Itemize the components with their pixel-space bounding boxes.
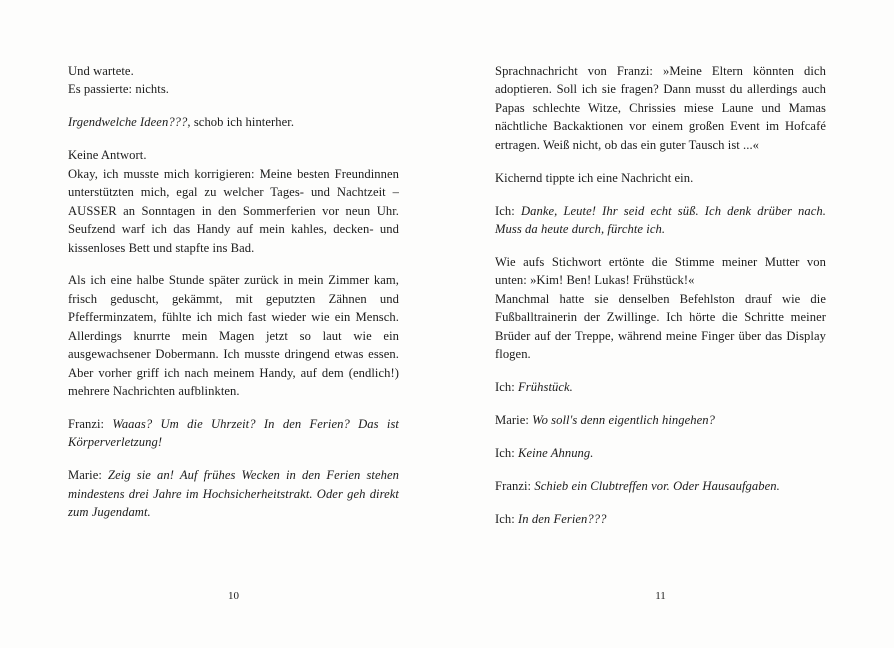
paragraph: Sprachnachricht von Franzi: »Meine Eltern könnten dich adoptieren. Soll ich sie fragen? Dann musst du allerdings auch Papas schlechte Witze, Chrissies miese Laune und Mamas nächtliche Backaktionen vor einem großen Event im Hofcafé ertragen. Weiß nicht, ob das ein guter Tausch ist ...« bbox=[495, 64, 826, 152]
paragraph-text: , schob ich hinterher. bbox=[187, 115, 295, 130]
paragraph: Keine Antwort. bbox=[68, 148, 147, 163]
page-number: 11 bbox=[655, 590, 666, 602]
message-speaker: Ich: bbox=[495, 511, 519, 526]
message-body: Wo soll's denn eigentlich hingehen? bbox=[532, 413, 715, 428]
paragraph: Kichernd tippte ich eine Nachricht ein. bbox=[495, 170, 694, 185]
message-body: Danke, Leute! Ihr seid echt süß. Ich denk drüber nach. Muss da heute durch, fürchte ich. bbox=[495, 203, 826, 237]
message-speaker: Marie: bbox=[68, 468, 109, 483]
right-page-text-column bbox=[495, 62, 826, 528]
paragraph: Als ich eine halbe Stunde später zurück in mein Zimmer kam, frisch geduscht, gekämmt, mit geputzten Zähnen und Pfefferminzatem, fühlte ich mich fast wieder wie ein Mensch. Allerdings knurrte mein Magen jetzt so laut wie ein ausgewachsener Dobermann. Ich musste dringend etwas essen. Aber vorher griff ich nach meinem Handy, auf dem (endlich!) mehrere Nachrichten aufblinkten. bbox=[68, 273, 399, 399]
left-page-text-column bbox=[68, 62, 399, 522]
message-speaker: Ich: bbox=[495, 380, 519, 395]
message-speaker: Ich: bbox=[495, 203, 521, 218]
paragraph: Es passierte: nichts. bbox=[68, 82, 170, 97]
page-number: 10 bbox=[228, 590, 239, 602]
message-body: Schieb ein Clubtreffen vor. Oder Hausaufgaben. bbox=[534, 478, 780, 493]
paragraph bbox=[495, 444, 826, 462]
paragraph: Wie aufs Stichwort ertönte die Stimme meiner Mutter von unten: »Kim! Ben! Lukas! Frühstück!« bbox=[495, 255, 826, 288]
message-body: Waaas? Um die Uhrzeit? In den Ferien? Das ist Körperverletzung! bbox=[68, 417, 399, 450]
message-body: In den Ferien??? bbox=[518, 511, 607, 526]
message-speaker: Franzi: bbox=[68, 417, 113, 431]
message-speaker: Ich: bbox=[495, 446, 519, 460]
message-speaker: Marie: bbox=[495, 413, 533, 428]
paragraph-italic-lead: Irgendwelche Ideen??? bbox=[68, 115, 188, 130]
message-body: Frühstück. bbox=[518, 380, 573, 395]
paragraph bbox=[495, 202, 826, 239]
message-body: Keine Ahnung. bbox=[518, 446, 594, 460]
message-speaker: Franzi: bbox=[495, 478, 535, 493]
paragraph bbox=[495, 510, 826, 528]
right-page bbox=[447, 0, 894, 648]
message-body: Zeig sie an! Auf frühes Wecken in den Ferien stehen mindestens drei Jahre im Hochsicherheitstrakt. Oder geh direkt zum Jugendamt. bbox=[68, 468, 399, 520]
paragraph bbox=[495, 477, 826, 495]
paragraph bbox=[68, 415, 399, 452]
paragraph: Okay, ich musste mich korrigieren: Meine besten Freundinnen unterstützten mich, egal zu welcher Tages- und Nachtzeit – AUSSER an Sonntagen in den Sommerferien vor neun Uhr. Seufzend warf ich das Handy auf mein kahles, decken- und kissenloses Bett und stapfte ins Bad. bbox=[68, 166, 399, 255]
paragraph bbox=[495, 378, 826, 396]
paragraph: Und wartete. bbox=[68, 64, 134, 78]
paragraph: Manchmal hatte sie denselben Befehlston drauf wie die Fußballtrainerin der Zwillinge. Ich hörte die Schritte meiner Brüder auf der Treppe, während meine Finger über das Display flogen. bbox=[495, 291, 826, 362]
paragraph bbox=[495, 411, 826, 429]
paragraph bbox=[68, 113, 399, 131]
paragraph bbox=[68, 466, 399, 521]
